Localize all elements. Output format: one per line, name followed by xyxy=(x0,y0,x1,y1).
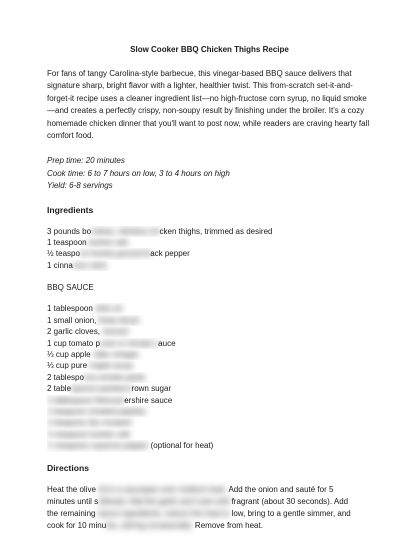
sauce-item xyxy=(47,315,372,326)
sauce-item-tail-text: (optional for heat) xyxy=(148,441,214,451)
sauce-item-blurred-text: 1 teaspoon dry mustard xyxy=(47,418,132,428)
sauce-item xyxy=(47,360,372,371)
ingredient-item xyxy=(47,237,372,248)
sauce-item xyxy=(47,406,372,417)
cook-time: Cook time: 6 to 7 hours on low, 3 to 4 hours on high xyxy=(47,168,230,178)
directions-line-blurred-text: oftened. Add the garlic and cook until xyxy=(98,496,230,506)
directions-line-visible-text: cook for 10 minu xyxy=(47,520,107,530)
directions-line-blurred-text: tes, stirring occasionally. xyxy=(106,520,193,530)
directions-line-blurred-text: sauce ingredients, reduce the heat to xyxy=(95,508,230,518)
sauce-item-visible-text: 1 cup tomato p xyxy=(47,338,100,348)
sauce-item xyxy=(47,338,372,349)
sauce-item-blurred-text: maple syrup xyxy=(87,361,133,371)
directions-line-tail-text: Add the onion and sauté for 5 xyxy=(226,484,334,494)
ingredient-item-visible-text: 1 teaspoon xyxy=(47,238,87,248)
directions-line-tail-text: low, bring to a gentle simmer, and xyxy=(229,508,351,518)
ingredients-list xyxy=(47,226,372,272)
directions-line xyxy=(47,520,372,532)
directions-line-blurred-text: oil in a saucepan over medium heat. xyxy=(95,484,227,494)
ingredient-item-visible-text: ½ teaspo xyxy=(47,249,80,259)
sauce-list xyxy=(47,303,372,451)
sauce-item-blurred-text: 1 teaspoon smoked paprika xyxy=(47,406,146,416)
sauce-item-visible-text: 2 table xyxy=(47,384,72,394)
sauce-item-blurred-text: finely diced xyxy=(96,315,139,325)
sauce-item-blurred-text: spoons packed b xyxy=(71,384,132,394)
ingredient-item-tail-text: cken thighs, trimmed as desired xyxy=(159,226,273,236)
directions-heading: Directions xyxy=(47,462,90,473)
sauce-item xyxy=(47,395,372,406)
sauce-item-visible-text: ⅓ cup pure xyxy=(47,361,88,371)
sauce-item-blurred-text: uree or tomato s xyxy=(99,338,159,348)
ingredient-item-blurred-text: kosher salt xyxy=(86,238,128,248)
sauce-item xyxy=(47,417,372,428)
ingredient-item-visible-text: 1 cinna xyxy=(47,260,73,270)
directions-line xyxy=(47,508,372,520)
sauce-item-blurred-text: ons tomato paste xyxy=(83,372,146,382)
yield: Yield: 6-8 servings xyxy=(47,181,113,191)
sauce-item xyxy=(47,440,372,451)
ingredient-item-blurred-text: mon stick xyxy=(72,260,107,270)
sauce-item-visible-text: ⅓ cup apple xyxy=(47,349,91,359)
sauce-item-visible-text: 2 tablespo xyxy=(47,372,84,382)
sauce-item-visible-text: 1 tablespoon xyxy=(47,304,93,314)
recipe-intro: For fans of tangy Carolina-style barbecue, this vinegar-based BBQ sauce delivers that signature sharp, bright flavor with a lighter, healthier twist. This from-scratch set-it-and-forget-it recipe uses a cleaner ingredient list—no high-fructose corn syrup, no liquid smoke—and creates a perfectly crispy, non-soupy result by finishing under the broiler. It's a cozy homemade chicken dinner that you'll want to post now, while readers are craving hearty fall comfort food. xyxy=(47,69,370,141)
ingredient-item xyxy=(47,226,372,237)
sauce-item-tail-text: rown sugar xyxy=(131,384,172,394)
sauce-item xyxy=(47,326,372,337)
ingredient-item xyxy=(47,248,372,259)
sauce-item-blurred-text: olive oil xyxy=(92,304,122,314)
sauce-item xyxy=(47,429,372,440)
directions-line xyxy=(47,496,372,508)
sauce-item-visible-text: 2 garlic cloves, xyxy=(47,327,100,337)
directions-line-visible-text: the remaining xyxy=(47,508,96,518)
sauce-item-blurred-text: ½ teaspoon kosher salt xyxy=(47,429,130,439)
sauce-item-tail-text: auce xyxy=(158,338,176,348)
sauce-item xyxy=(47,372,372,383)
sauce-heading: BBQ SAUCE xyxy=(47,283,94,293)
ingredient-item-blurred-text: neless, skinless chi xyxy=(91,226,160,236)
directions-line-tail-text: fragrant (about 30 seconds). Add xyxy=(229,496,349,506)
sauce-item-blurred-text: 1 tablespoon Worcest xyxy=(47,395,125,405)
ingredients-heading: Ingredients xyxy=(47,204,94,215)
recipe-times xyxy=(47,155,372,192)
prep-time: Prep time: 20 minutes xyxy=(47,156,125,166)
sauce-item xyxy=(47,383,372,394)
directions-text xyxy=(47,484,372,532)
document-body xyxy=(47,45,372,532)
sauce-item-blurred-text: cider vinegar xyxy=(90,349,139,359)
directions-line-visible-text: minutes until s xyxy=(47,496,99,506)
ingredient-item-tail-text: ack pepper xyxy=(150,249,190,259)
sauce-item xyxy=(47,303,372,314)
sauce-item-blurred-text: ¼ teaspoon cayenne pepper xyxy=(47,441,149,451)
directions-line-visible-text: Heat the olive xyxy=(47,484,96,494)
ingredient-item-visible-text: 3 pounds bo xyxy=(47,226,92,236)
directions-line xyxy=(47,484,372,496)
sauce-item xyxy=(47,349,372,360)
directions-line-tail-text: Remove from heat. xyxy=(192,520,263,530)
recipe-title: Slow Cooker BBQ Chicken Thighs Recipe xyxy=(130,45,289,54)
sauce-item-tail-text: ershire sauce xyxy=(124,395,173,405)
sauce-item-visible-text: 1 small onion, xyxy=(47,315,97,325)
ingredient-item-blurred-text: on freshly ground bl xyxy=(79,249,151,259)
sauce-item-blurred-text: minced xyxy=(99,327,128,337)
ingredient-item xyxy=(47,260,372,271)
